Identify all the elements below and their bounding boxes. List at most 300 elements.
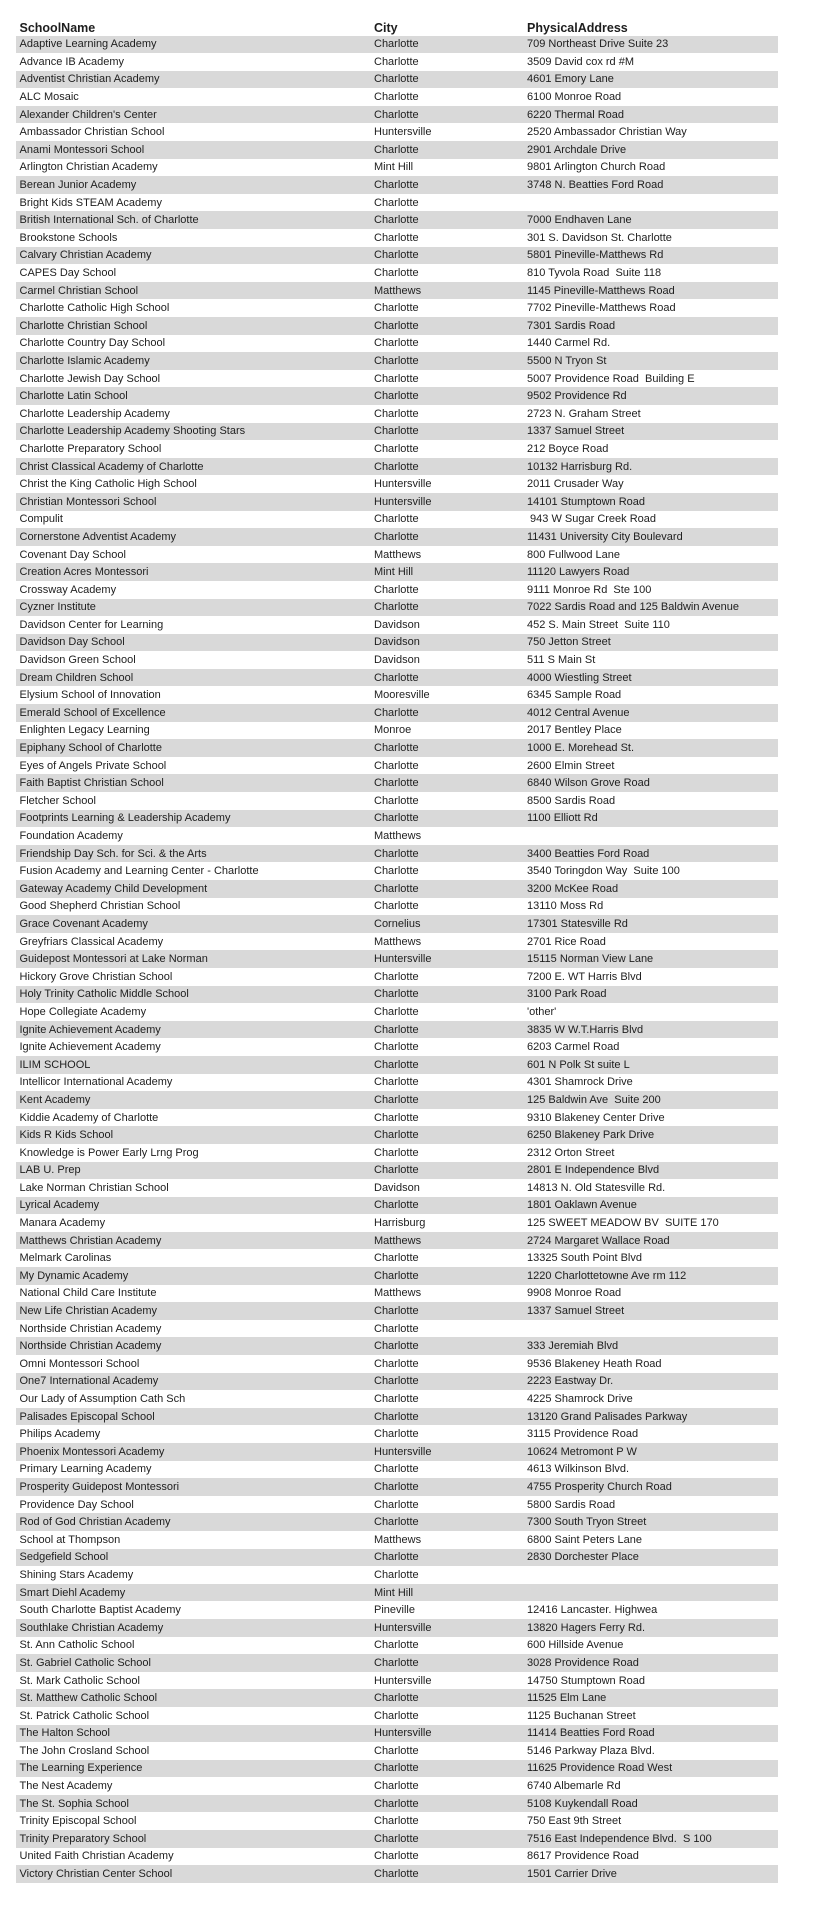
school-name-cell: Ambassador Christian School — [19, 126, 165, 139]
table-row — [16, 1109, 778, 1127]
address-cell: 6250 Blakeney Park Drive — [527, 1129, 655, 1142]
address-cell: 14750 Stumptown Road — [527, 1674, 646, 1687]
school-name-cell: The Halton School — [19, 1727, 110, 1740]
school-name-cell: Creation Acres Montessori — [19, 566, 149, 579]
address-cell: 1337 Samuel Street — [527, 1305, 625, 1318]
table-row — [16, 53, 778, 71]
address-cell: 7702 Pineville-Matthews Road — [527, 302, 676, 315]
table-row — [16, 36, 778, 54]
city-cell: Charlotte — [374, 1076, 419, 1089]
school-name-cell: Adaptive Learning Academy — [19, 38, 157, 51]
address-cell: 1440 Carmel Rd. — [527, 337, 611, 350]
school-name-cell: Lake Norman Christian School — [19, 1181, 169, 1194]
city-cell: Charlotte — [374, 742, 419, 755]
city-cell: Mooresville — [374, 689, 430, 702]
address-cell: 5801 Pineville-Matthews Rd — [527, 249, 664, 262]
city-cell: Charlotte — [374, 460, 419, 473]
city-cell: Charlotte — [374, 267, 419, 280]
table-row — [16, 1320, 778, 1338]
city-cell: Charlotte — [374, 1762, 419, 1775]
school-name-cell: Faith Baptist Christian School — [19, 777, 164, 790]
table-row — [16, 159, 778, 177]
table-row — [16, 1126, 778, 1144]
school-name-cell: Prosperity Guidepost Montessori — [19, 1480, 180, 1493]
city-cell: Huntersville — [374, 1727, 432, 1740]
address-cell: 125 SWEET MEADOW BV SUITE 170 — [527, 1217, 719, 1230]
school-name-cell: Victory Christian Center School — [19, 1868, 173, 1881]
address-cell: 10132 Harrisburg Rd. — [527, 460, 633, 473]
table-row — [16, 722, 778, 740]
city-cell: Charlotte — [374, 1815, 419, 1828]
school-name-cell: Greyfriars Classical Academy — [19, 935, 164, 948]
table-row — [16, 370, 778, 388]
table-row — [16, 440, 778, 458]
school-name-cell: Anami Montessori School — [19, 143, 145, 156]
address-cell: 4601 Emory Lane — [527, 73, 614, 86]
address-cell: 4755 Prosperity Church Road — [527, 1480, 672, 1493]
table-row — [16, 704, 778, 722]
city-cell: Charlotte — [374, 1322, 419, 1335]
address-cell: 9801 Arlington Church Road — [527, 161, 666, 174]
school-name-cell: Davidson Green School — [19, 654, 136, 667]
table-row — [16, 1478, 778, 1496]
table-row — [16, 1672, 778, 1690]
address-cell: 9908 Monroe Road — [527, 1287, 622, 1300]
address-cell: 5007 Providence Road Building E — [527, 372, 695, 385]
address-cell: 3115 Providence Road — [527, 1428, 639, 1441]
school-name-cell: British International Sch. of Charlotte — [19, 214, 199, 227]
school-name-cell: Carmel Christian School — [19, 284, 139, 297]
city-cell: Charlotte — [374, 1797, 419, 1810]
city-cell: Charlotte — [374, 988, 419, 1001]
school-name-cell: Holy Trinity Catholic Middle School — [19, 988, 189, 1001]
address-cell: 125 Baldwin Ave Suite 200 — [527, 1093, 661, 1106]
address-cell: 750 Jetton Street — [527, 636, 611, 649]
city-cell: Charlotte — [374, 1093, 419, 1106]
address-cell: 3509 David cox rd #M — [527, 55, 634, 68]
address-cell: 1501 Carrier Drive — [527, 1868, 617, 1881]
address-cell: 13110 Moss Rd — [527, 900, 604, 913]
school-name-cell: Philips Academy — [19, 1428, 101, 1441]
address-cell: 3540 Toringdon Way Suite 100 — [527, 865, 680, 878]
table-row — [16, 1179, 778, 1197]
table-row — [16, 1003, 778, 1021]
table-row — [16, 739, 778, 757]
table-row — [16, 1865, 778, 1883]
school-name-cell: LAB U. Prep — [19, 1164, 81, 1177]
city-cell: Charlotte — [374, 1551, 419, 1564]
address-cell: 4301 Shamrock Drive — [527, 1076, 633, 1089]
table-row — [16, 528, 778, 546]
school-name-cell: The John Crosland School — [19, 1744, 150, 1757]
school-name-cell: Alexander Children's Center — [19, 108, 157, 121]
address-cell: 13325 South Point Blvd — [527, 1252, 642, 1265]
city-cell: Charlotte — [374, 38, 419, 51]
city-cell: Pineville — [374, 1604, 415, 1617]
school-name-cell: Epiphany School of Charlotte — [19, 742, 162, 755]
table-row — [16, 123, 778, 141]
address-cell: 4613 Wilkinson Blvd. — [527, 1463, 630, 1476]
school-name-cell: School at Thompson — [19, 1533, 121, 1546]
school-name-cell: Ignite Achievement Academy — [19, 1023, 161, 1036]
table-row — [16, 1830, 778, 1848]
table-row — [16, 1038, 778, 1056]
table-row — [16, 1337, 778, 1355]
school-name-cell: Primary Learning Academy — [19, 1463, 152, 1476]
address-cell: 11625 Providence Road West — [527, 1762, 673, 1775]
city-cell: Charlotte — [374, 390, 419, 403]
school-name-cell: Fusion Academy and Learning Center - Charlotte — [19, 865, 259, 878]
city-cell: Charlotte — [374, 1340, 419, 1353]
table-row — [16, 1162, 778, 1180]
table-row — [16, 986, 778, 1004]
table-row — [16, 810, 778, 828]
address-cell: 6345 Sample Road — [527, 689, 622, 702]
address-cell: 14813 N. Old Statesville Rd. — [527, 1181, 666, 1194]
table-row — [16, 1707, 778, 1725]
school-name-cell: Manara Academy — [19, 1217, 106, 1230]
table-row — [16, 950, 778, 968]
school-name-cell: Enlighten Legacy Learning — [19, 724, 150, 737]
city-cell: Huntersville — [374, 953, 432, 966]
city-cell: Charlotte — [374, 319, 419, 332]
city-cell: Charlotte — [374, 882, 419, 895]
address-cell: 212 Boyce Road — [527, 442, 609, 455]
table-row — [16, 1267, 778, 1285]
school-name-cell: Bright Kids STEAM Academy — [19, 196, 162, 209]
school-name-cell: Brookstone Schools — [19, 231, 118, 244]
school-name-cell: Fletcher School — [19, 794, 96, 807]
address-cell: 4000 Wiestling Street — [527, 671, 632, 684]
city-cell: Charlotte — [374, 354, 419, 367]
address-cell: 3028 Providence Road — [527, 1656, 639, 1669]
table-row — [16, 1197, 778, 1215]
school-name-cell: Berean Junior Academy — [19, 179, 137, 192]
table-row — [16, 387, 778, 405]
city-cell: Charlotte — [374, 1146, 419, 1159]
school-name-cell: St. Patrick Catholic School — [19, 1709, 150, 1722]
school-name-cell: Charlotte Islamic Academy — [19, 354, 150, 367]
address-cell: 11525 Elm Lane — [527, 1692, 607, 1705]
city-cell: Charlotte — [374, 1305, 419, 1318]
city-cell: Charlotte — [374, 1832, 419, 1845]
table-row — [16, 1443, 778, 1461]
address-cell: 7516 East Independence Blvd. S 100 — [527, 1832, 712, 1845]
table-row — [16, 1619, 778, 1637]
table-row — [16, 1812, 778, 1830]
address-cell: 2801 E Independence Blvd — [527, 1164, 660, 1177]
city-cell: Charlotte — [374, 1639, 419, 1652]
city-cell: Charlotte — [374, 530, 419, 543]
city-cell: Charlotte — [374, 1744, 419, 1757]
table-row — [16, 1742, 778, 1760]
school-name-cell: Guidepost Montessori at Lake Norman — [19, 953, 208, 966]
city-cell: Harrisburg — [374, 1217, 426, 1230]
school-name-cell: Sedgefield School — [19, 1551, 109, 1564]
address-cell: 2600 Elmin Street — [527, 759, 615, 772]
school-name-cell: Charlotte Preparatory School — [19, 442, 162, 455]
address-cell: 2901 Archdale Drive — [527, 143, 627, 156]
school-name-cell: Cyzner Institute — [19, 601, 96, 614]
city-cell: Matthews — [374, 1234, 422, 1247]
table-row — [16, 774, 778, 792]
table-row — [16, 1355, 778, 1373]
table-row — [16, 1461, 778, 1479]
address-cell: 17301 Statesville Rd — [527, 917, 628, 930]
address-cell: 5108 Kuykendall Road — [527, 1797, 638, 1810]
school-name-cell: Adventist Christian Academy — [19, 73, 160, 86]
city-cell: Matthews — [374, 284, 422, 297]
city-cell: Charlotte — [374, 337, 419, 350]
address-cell: 511 S Main St — [527, 654, 596, 667]
school-name-cell: Melmark Carolinas — [19, 1252, 112, 1265]
column-header-city: City — [374, 20, 398, 35]
city-cell: Charlotte — [374, 1357, 419, 1370]
school-name-cell: Trinity Episcopal School — [19, 1815, 137, 1828]
table-row — [16, 88, 778, 106]
table-row — [16, 247, 778, 265]
school-name-cell: Hickory Grove Christian School — [19, 970, 173, 983]
address-cell: 6740 Albemarle Rd — [527, 1780, 621, 1793]
school-name-cell: Gateway Academy Child Development — [19, 882, 208, 895]
address-cell: 13820 Hagers Ferry Rd. — [527, 1621, 645, 1634]
column-header-physicaladdress: PhysicalAddress — [527, 20, 628, 35]
address-cell: 1801 Oaklawn Avenue — [527, 1199, 637, 1212]
table-row — [16, 669, 778, 687]
school-name-cell: Footprints Learning & Leadership Academy — [19, 812, 231, 825]
school-name-cell: Southlake Christian Academy — [19, 1621, 164, 1634]
table-row — [16, 229, 778, 247]
address-cell: 2724 Margaret Wallace Road — [527, 1234, 670, 1247]
address-cell: 333 Jeremiah Blvd — [527, 1340, 619, 1353]
table-row — [16, 933, 778, 951]
address-cell: 1100 Elliott Rd — [527, 812, 598, 825]
city-cell: Charlotte — [374, 1164, 419, 1177]
city-cell: Charlotte — [374, 970, 419, 983]
school-name-cell: Charlotte Catholic High School — [19, 302, 170, 315]
table-row — [16, 599, 778, 617]
school-name-cell: Smart Diehl Academy — [19, 1586, 126, 1599]
city-cell: Charlotte — [374, 1709, 419, 1722]
city-cell: Charlotte — [374, 1692, 419, 1705]
school-name-cell: New Life Christian Academy — [19, 1305, 158, 1318]
table-row — [16, 1496, 778, 1514]
address-cell: 810 Tyvola Road Suite 118 — [527, 267, 662, 280]
city-cell: Charlotte — [374, 759, 419, 772]
school-name-cell: United Faith Christian Academy — [19, 1850, 174, 1863]
city-cell: Matthews — [374, 935, 422, 948]
city-cell: Huntersville — [374, 478, 432, 491]
table-row — [16, 1725, 778, 1743]
school-name-cell: Shining Stars Academy — [19, 1568, 134, 1581]
city-cell: Mint Hill — [374, 1586, 414, 1599]
table-row — [16, 1373, 778, 1391]
address-cell: 800 Fullwood Lane — [527, 548, 620, 561]
address-cell: 7300 South Tryon Street — [527, 1516, 647, 1529]
address-cell: 8500 Sardis Road — [527, 794, 616, 807]
address-cell: 2830 Dorchester Place — [527, 1551, 639, 1564]
table-row — [16, 176, 778, 194]
city-cell: Huntersville — [374, 1445, 432, 1458]
city-cell: Charlotte — [374, 214, 419, 227]
address-cell: 6100 Monroe Road — [527, 91, 622, 104]
table-row — [16, 827, 778, 845]
address-cell: 2701 Rice Road — [527, 935, 606, 948]
school-name-cell: Christ the King Catholic High School — [19, 478, 197, 491]
school-name-cell: Arlington Christian Academy — [19, 161, 158, 174]
city-cell: Huntersville — [374, 1674, 432, 1687]
city-cell: Charlotte — [374, 1850, 419, 1863]
table-row — [16, 862, 778, 880]
address-cell: 5800 Sardis Road — [527, 1498, 616, 1511]
city-cell: Charlotte — [374, 442, 419, 455]
table-row — [16, 1601, 778, 1619]
table-row — [16, 1584, 778, 1602]
table-row — [16, 581, 778, 599]
city-cell: Matthews — [374, 548, 422, 561]
city-cell: Huntersville — [374, 1621, 432, 1634]
address-cell: 13120 Grand Palisades Parkway — [527, 1410, 688, 1423]
school-name-cell: Calvary Christian Academy — [19, 249, 152, 262]
school-name-cell: Rod of God Christian Academy — [19, 1516, 171, 1529]
table-row — [16, 845, 778, 863]
school-name-cell: Dream Children School — [19, 671, 134, 684]
address-cell: 7200 E. WT Harris Blvd — [527, 970, 642, 983]
table-row — [16, 1637, 778, 1655]
school-name-cell: My Dynamic Academy — [19, 1269, 129, 1282]
school-name-cell: Kiddie Academy of Charlotte — [19, 1111, 159, 1124]
address-cell: 709 Northeast Drive Suite 23 — [527, 38, 669, 51]
city-cell: Charlotte — [374, 900, 419, 913]
table-row — [16, 880, 778, 898]
city-cell: Mint Hill — [374, 161, 414, 174]
school-name-cell: Hope Collegiate Academy — [19, 1005, 147, 1018]
table-row — [16, 686, 778, 704]
city-cell: Charlotte — [374, 1480, 419, 1493]
city-cell: Charlotte — [374, 1199, 419, 1212]
city-cell: Charlotte — [374, 179, 419, 192]
table-row — [16, 1777, 778, 1795]
city-cell: Davidson — [374, 1181, 420, 1194]
address-cell: 12416 Lancaster. Highwea — [527, 1604, 658, 1617]
table-header-row — [16, 14, 778, 36]
address-cell: 301 S. Davidson St. Charlotte — [527, 231, 672, 244]
school-name-cell: St. Mark Catholic School — [19, 1674, 140, 1687]
school-name-cell: Compulit — [19, 513, 63, 526]
school-name-cell: Grace Covenant Academy — [19, 917, 148, 930]
table-row — [16, 1408, 778, 1426]
table-row — [16, 264, 778, 282]
city-cell: Charlotte — [374, 1868, 419, 1881]
table-row — [16, 458, 778, 476]
city-cell: Charlotte — [374, 425, 419, 438]
city-cell: Mint Hill — [374, 566, 414, 579]
table-row — [16, 352, 778, 370]
table-row — [16, 423, 778, 441]
address-cell: 9310 Blakeney Center Drive — [527, 1111, 665, 1124]
address-cell: 452 S. Main Street Suite 110 — [527, 618, 670, 631]
table-row — [16, 1074, 778, 1092]
school-name-cell: Emerald School of Excellence — [19, 706, 166, 719]
table-row — [16, 1021, 778, 1039]
table-row — [16, 1795, 778, 1813]
address-cell: 2223 Eastway Dr. — [527, 1375, 614, 1388]
table-row — [16, 317, 778, 335]
school-name-cell: Northside Christian Academy — [19, 1340, 162, 1353]
table-row — [16, 1689, 778, 1707]
address-cell: 8617 Providence Road — [527, 1850, 639, 1863]
school-name-cell: St. Ann Catholic School — [19, 1639, 135, 1652]
table-row — [16, 1425, 778, 1443]
school-name-cell: Trinity Preparatory School — [19, 1832, 147, 1845]
city-cell: Charlotte — [374, 865, 419, 878]
address-cell: 6203 Carmel Road — [527, 1041, 620, 1054]
address-cell: 3748 N. Beatties Ford Road — [527, 179, 664, 192]
city-cell: Charlotte — [374, 1656, 419, 1669]
address-cell: 3835 W W.T.Harris Blvd — [527, 1023, 644, 1036]
city-cell: Charlotte — [374, 91, 419, 104]
city-cell: Davidson — [374, 654, 420, 667]
city-cell: Matthews — [374, 830, 422, 843]
city-cell: Charlotte — [374, 196, 419, 209]
address-cell: 11414 Beatties Ford Road — [527, 1727, 655, 1740]
address-cell: 11431 University City Boulevard — [527, 530, 683, 543]
address-cell: 7022 Sardis Road and 125 Baldwin Avenue — [527, 601, 740, 614]
city-cell: Charlotte — [374, 1463, 419, 1476]
address-cell: 9111 Monroe Rd Ste 100 — [527, 583, 652, 596]
address-cell: 600 Hillside Avenue — [527, 1639, 624, 1652]
table-row — [16, 1232, 778, 1250]
school-name-cell: Elysium School of Innovation — [19, 689, 161, 702]
address-cell: 1145 Pineville-Matthews Road — [527, 284, 675, 297]
table-row — [16, 106, 778, 124]
city-cell: Charlotte — [374, 706, 419, 719]
city-cell: Charlotte — [374, 1058, 419, 1071]
table-row — [16, 1760, 778, 1778]
school-name-cell: Kids R Kids School — [19, 1129, 114, 1142]
table-row — [16, 1531, 778, 1549]
table-row — [16, 968, 778, 986]
school-name-cell: Kent Academy — [19, 1093, 91, 1106]
address-cell: 11120 Lawyers Road — [527, 566, 630, 579]
city-cell: Charlotte — [374, 513, 419, 526]
table-row — [16, 792, 778, 810]
city-cell: Charlotte — [374, 601, 419, 614]
school-name-cell: Intellicor International Academy — [19, 1076, 173, 1089]
address-cell: 6800 Saint Peters Lane — [527, 1533, 642, 1546]
address-cell: 3100 Park Road — [527, 988, 607, 1001]
school-name-cell: CAPES Day School — [19, 267, 117, 280]
schools-table — [16, 14, 778, 1883]
table-row — [16, 71, 778, 89]
address-cell: 'other' — [527, 1005, 557, 1018]
city-cell: Charlotte — [374, 1780, 419, 1793]
table-row — [16, 1513, 778, 1531]
city-cell: Charlotte — [374, 1111, 419, 1124]
address-cell: 1220 Charlottetowne Ave rm 112 — [527, 1269, 687, 1282]
school-name-cell: The Nest Academy — [19, 1780, 113, 1793]
address-cell: 2011 Crusader Way — [527, 478, 624, 491]
table-row — [16, 1091, 778, 1109]
school-name-cell: Charlotte Christian School — [19, 319, 148, 332]
address-cell: 4012 Central Avenue — [527, 706, 630, 719]
school-name-cell: National Child Care Institute — [19, 1287, 157, 1300]
table-row — [16, 1566, 778, 1584]
city-cell: Charlotte — [374, 1269, 419, 1282]
table-body — [16, 36, 778, 1883]
table-row — [16, 335, 778, 353]
school-name-cell: Providence Day School — [19, 1498, 134, 1511]
